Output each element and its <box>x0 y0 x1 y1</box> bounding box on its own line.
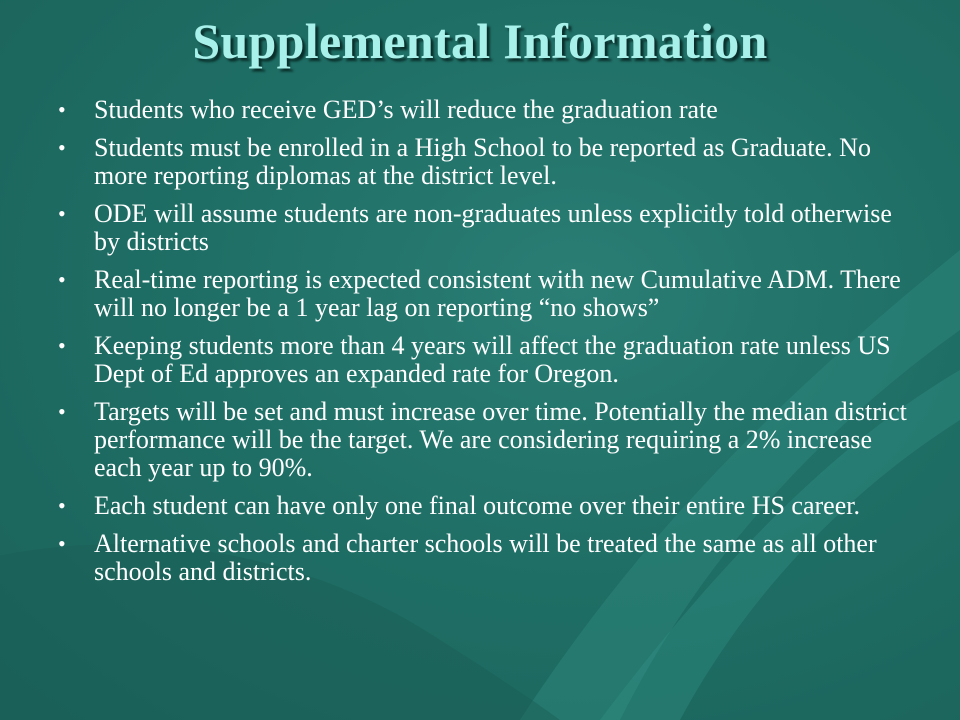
list-item <box>58 96 918 124</box>
bullet-icon: • <box>58 267 66 292</box>
list-item <box>58 492 918 520</box>
list-item <box>58 332 918 388</box>
bullet-icon: • <box>58 201 66 226</box>
bullet-icon: • <box>58 333 66 358</box>
list-item <box>58 398 918 482</box>
bullet-text: Students who receive GED’s will reduce the graduation rate <box>94 95 718 124</box>
bullet-text: Students must be enrolled in a High School to be reported as Graduate. No more reporting diplomas at the district level. <box>94 133 871 190</box>
list-item <box>58 200 918 256</box>
bullet-icon: • <box>58 97 66 122</box>
list-item <box>58 530 918 586</box>
bullet-list <box>58 96 918 596</box>
bullet-text: ODE will assume students are non-graduates unless explicitly told otherwise by districts <box>94 199 892 256</box>
bullet-icon: • <box>58 399 66 424</box>
bullet-text: Targets will be set and must increase over time. Potentially the median district performance will be the target. We are considering requiring a 2% increase each year up to 90%. <box>94 397 907 482</box>
bullet-icon: • <box>58 493 66 518</box>
bullet-text: Keeping students more than 4 years will affect the graduation rate unless US Dept of Ed approves an expanded rate for Oregon. <box>94 331 891 388</box>
bullet-icon: • <box>58 135 66 160</box>
bullet-text: Alternative schools and charter schools will be treated the same as all other schools and districts. <box>94 529 877 586</box>
slide-title: Supplemental Information <box>192 13 768 69</box>
list-item <box>58 266 918 322</box>
bullet-text: Real-time reporting is expected consistent with new Cumulative ADM. There will no longer be a 1 year lag on reporting “no shows” <box>94 265 901 322</box>
list-item <box>58 134 918 190</box>
bullet-text: Each student can have only one final outcome over their entire HS career. <box>94 491 860 520</box>
bullet-icon: • <box>58 531 66 556</box>
